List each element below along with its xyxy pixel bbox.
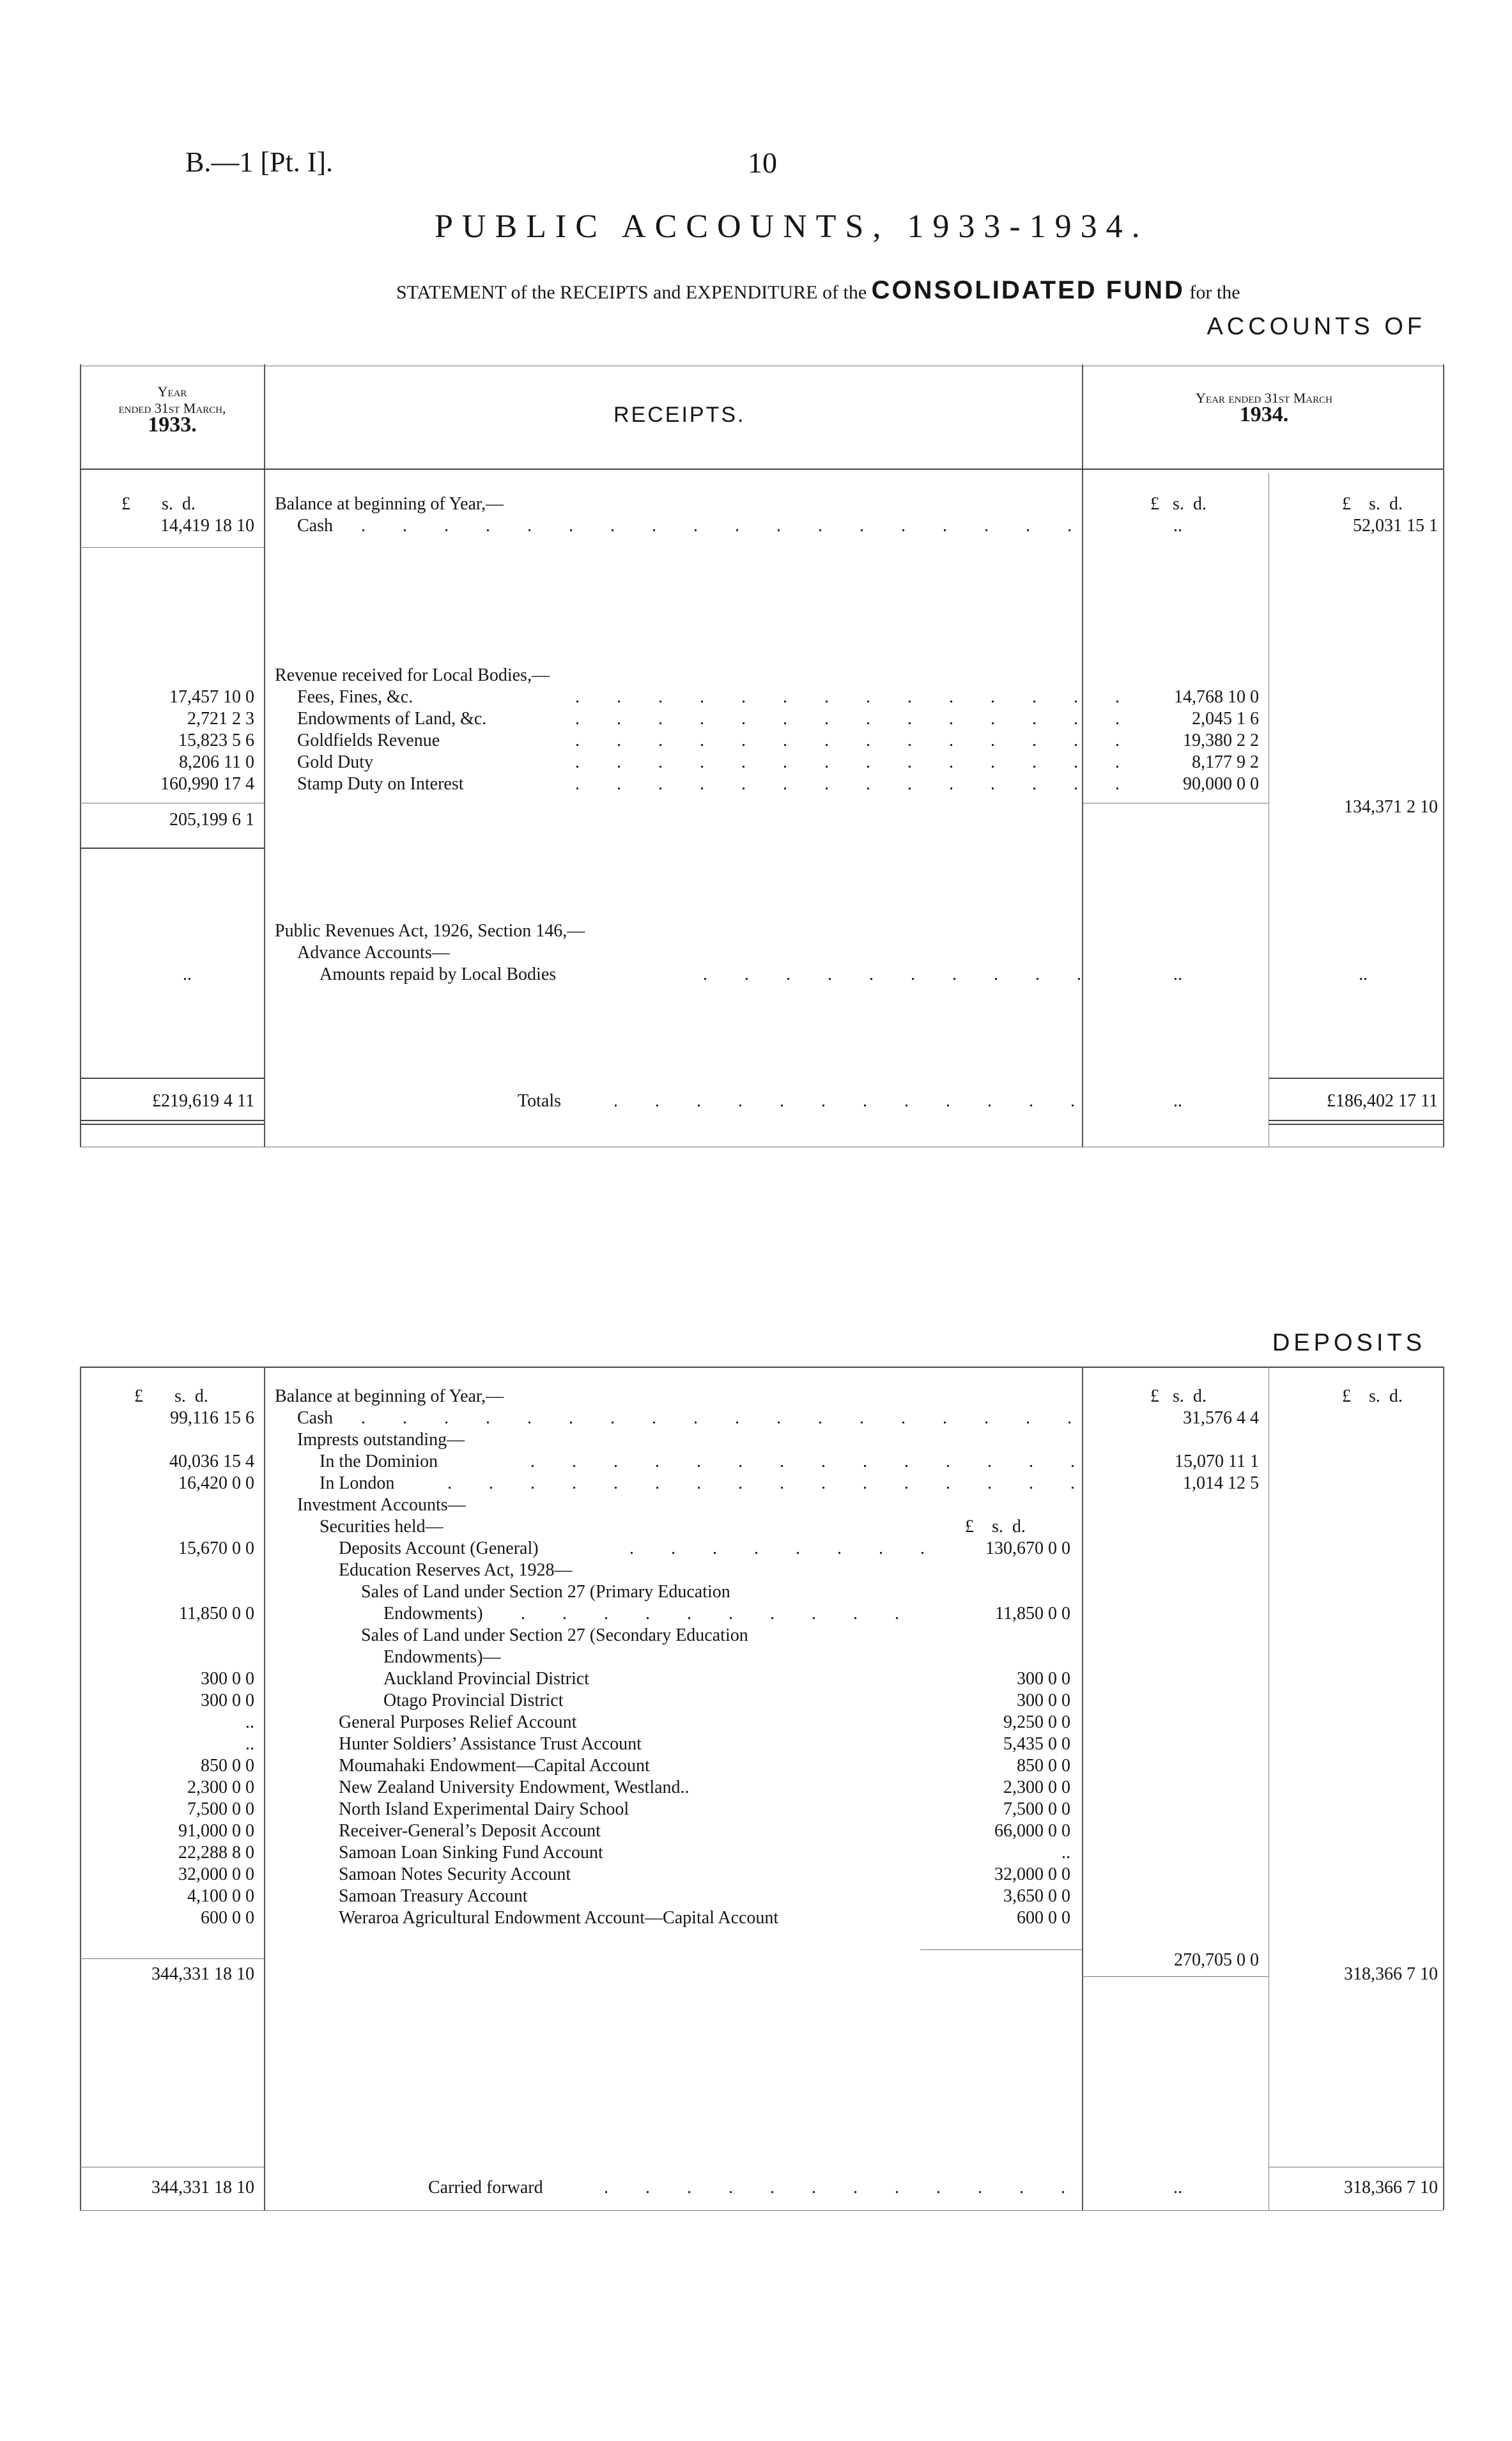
left-header-year: 1933. bbox=[148, 413, 197, 437]
deposit-item-1934: 5,435 0 0 bbox=[1003, 1734, 1070, 1754]
s2-investment-total: 270,705 0 0 bbox=[1174, 1950, 1259, 1970]
leader-dots: ............ bbox=[604, 2178, 1102, 2197]
s1-left-border bbox=[80, 364, 81, 1147]
pence-head: d. bbox=[1389, 1386, 1403, 1406]
deposits-heading: DEPOSITS bbox=[1272, 1329, 1426, 1356]
left-header-line2: ended 31st March, bbox=[118, 400, 226, 416]
s2-dominion-1934: 15,070 11 1 bbox=[1175, 1452, 1259, 1471]
s1-totals-double-rule-b bbox=[80, 1124, 264, 1125]
page-title: PUBLIC ACCOUNTS, 1933-1934. bbox=[435, 208, 1149, 245]
local-item-1933: 15,823 5 6 bbox=[178, 731, 254, 750]
deposit-item-1934: 9,250 0 0 bbox=[1003, 1712, 1070, 1732]
statement-text-a: STATEMENT of the RECEIPTS and EXPENDITURE of the bbox=[396, 282, 867, 303]
pound-head: £ bbox=[1342, 494, 1351, 514]
s2-left-currency-heads bbox=[134, 1386, 208, 1407]
s2-total-1933: 344,331 18 10 bbox=[151, 1964, 254, 1984]
s2-total-1934: 318,366 7 10 bbox=[1344, 1964, 1438, 1984]
pound-head: £ bbox=[134, 1386, 143, 1406]
pence-head: d. bbox=[1012, 1517, 1026, 1537]
s1-cash-label: Cash bbox=[297, 516, 333, 536]
s2-investment-label: Investment Accounts— bbox=[297, 1495, 466, 1515]
deposit-item-1933: .. bbox=[245, 1734, 254, 1754]
s2-right-currency-heads bbox=[1342, 1386, 1403, 1407]
deposit-item-1934: .. bbox=[1061, 1843, 1070, 1863]
local-item-1934: 8,177 9 2 bbox=[1192, 752, 1259, 772]
pound-head: £ bbox=[1150, 1386, 1159, 1406]
left-header-line1: Year bbox=[157, 384, 187, 399]
leader-dots: .............. bbox=[575, 687, 1157, 707]
shilling-head: s. bbox=[162, 494, 173, 514]
deposit-item-label: Samoan Notes Security Account bbox=[339, 1864, 571, 1884]
s1-cash-1934: 52,031 15 1 bbox=[1353, 516, 1438, 536]
s1-right-border bbox=[1443, 364, 1444, 1147]
pence-head: d. bbox=[1192, 1386, 1207, 1406]
local-item-1934: 90,000 0 0 bbox=[1183, 774, 1259, 794]
pence-head: d. bbox=[1389, 494, 1403, 514]
local-item-1934: 19,380 2 2 bbox=[1183, 731, 1259, 750]
deposit-item-label: General Purposes Relief Account bbox=[339, 1712, 577, 1732]
local-item-label: Goldfields Revenue bbox=[297, 731, 440, 750]
pound-head: £ bbox=[1150, 494, 1159, 514]
deposit-item-1933: 22,288 8 0 bbox=[178, 1843, 254, 1863]
s2-balance-label: Balance at beginning of Year,— bbox=[275, 1386, 504, 1406]
deposit-item-1934: 7,500 0 0 bbox=[1003, 1799, 1070, 1819]
deposit-item-label: Auckland Provincial District bbox=[383, 1669, 589, 1689]
local-item-1934: 14,768 10 0 bbox=[1174, 687, 1259, 707]
s2-london-label: In London bbox=[320, 1473, 395, 1493]
leader-dots: ................ bbox=[447, 1473, 1112, 1493]
local-item-1933: 160,990 17 4 bbox=[160, 774, 254, 794]
right-header-year: 1934. bbox=[1239, 403, 1289, 426]
accounts-of-heading: ACCOUNTS OF bbox=[1207, 313, 1426, 340]
s2-deposits-general-1934: 130,670 0 0 bbox=[985, 1538, 1070, 1558]
deposit-item-1934: 32,000 0 0 bbox=[994, 1864, 1070, 1884]
deposit-item-1933: 7,500 0 0 bbox=[187, 1799, 254, 1819]
s1-cash-rule bbox=[80, 547, 264, 548]
s1-totals-1933: £219,619 4 11 bbox=[152, 1091, 254, 1111]
s2-dominion-label: In the Dominion bbox=[320, 1452, 438, 1471]
statement-text-c: for the bbox=[1189, 282, 1240, 303]
local-item-1933: 2,721 2 3 bbox=[187, 709, 254, 729]
right-header-line1: Year ended 31st March bbox=[1196, 390, 1332, 406]
deposit-item-label: Weraroa Agricultural Endowment Account—Capital Account bbox=[339, 1908, 779, 1928]
shilling-head: s. bbox=[1173, 1386, 1184, 1406]
deposit-item-1933: 600 0 0 bbox=[201, 1908, 254, 1928]
deposit-item-1933: 2,300 0 0 bbox=[187, 1778, 254, 1797]
pence-head: d. bbox=[194, 1386, 208, 1406]
leader-dots: .......... bbox=[703, 965, 1118, 984]
s2-right-border bbox=[1443, 1367, 1444, 2210]
s2-deposits-general-label: Deposits Account (General) bbox=[339, 1538, 539, 1558]
deposit-item-1934: 300 0 0 bbox=[1017, 1691, 1070, 1710]
local-item-label: Stamp Duty on Interest bbox=[297, 774, 464, 794]
local-item-label: Endowments of Land, &c. bbox=[297, 709, 487, 729]
s1-totals-top-rule-left bbox=[80, 1078, 264, 1079]
deposit-item-1934: 2,300 0 0 bbox=[1003, 1778, 1070, 1797]
s2-secondary-label-b: Endowments)— bbox=[383, 1647, 501, 1667]
s2-carried-1933: 344,331 18 10 bbox=[151, 2178, 254, 2197]
s2-education-label: Education Reserves Act, 1928— bbox=[339, 1560, 573, 1580]
local-item-1934: 2,045 1 6 bbox=[1192, 709, 1259, 729]
s2-cash-1933: 99,116 15 6 bbox=[170, 1408, 254, 1428]
s2-sub-currency-heads bbox=[965, 1516, 1026, 1538]
s2-carried-mid: .. bbox=[1173, 2178, 1182, 2197]
leader-dots: .................. bbox=[361, 516, 1109, 536]
deposit-item-1933: .. bbox=[245, 1712, 254, 1732]
pound-head: £ bbox=[965, 1517, 974, 1537]
s2-top-rule bbox=[80, 1367, 1443, 1368]
leader-dots: .............. bbox=[530, 1452, 1112, 1471]
s1-right-currency-heads bbox=[1342, 493, 1403, 515]
s1-totals-top-rule-right bbox=[1269, 1078, 1443, 1079]
pound-head: £ bbox=[1342, 1386, 1351, 1406]
leader-dots: .............. bbox=[575, 731, 1157, 750]
deposit-item-1933: 300 0 0 bbox=[201, 1691, 254, 1710]
s1-left-currency-heads bbox=[121, 493, 196, 515]
receipts-title: RECEIPTS. bbox=[613, 403, 746, 427]
s1-mid-currency-heads bbox=[1150, 493, 1207, 515]
deposit-item-1934: 3,650 0 0 bbox=[1003, 1886, 1070, 1906]
s2-left-border bbox=[80, 1367, 81, 2210]
shilling-head: s. bbox=[1369, 1386, 1380, 1406]
s1-local-total-rule bbox=[80, 848, 264, 849]
s1-local-label: Revenue received for Local Bodies,— bbox=[275, 665, 550, 685]
s1-totals-double-rule-d bbox=[1269, 1124, 1443, 1125]
deposit-item-1934: 850 0 0 bbox=[1017, 1756, 1070, 1776]
leader-dots: .............. bbox=[575, 774, 1157, 794]
deposit-item-label: Samoan Treasury Account bbox=[339, 1886, 528, 1906]
s2-deposits-general-1933: 15,670 0 0 bbox=[178, 1538, 254, 1558]
s2-secondary-label-a: Sales of Land under Section 27 (Secondary Education bbox=[361, 1625, 748, 1645]
pence-head: d. bbox=[1192, 494, 1207, 514]
deposit-item-1933: 850 0 0 bbox=[201, 1756, 254, 1776]
deposit-item-label: New Zealand University Endowment, Westland.. bbox=[339, 1778, 690, 1797]
s2-left-total-rule bbox=[80, 1958, 264, 1959]
s1-totals-double-rule-c bbox=[1269, 1120, 1443, 1121]
deposit-item-1933: 32,000 0 0 bbox=[178, 1864, 254, 1884]
s1-totals-1934: £186,402 17 11 bbox=[1327, 1091, 1438, 1111]
s2-investment-rule bbox=[920, 1949, 1082, 1950]
s2-mid-total-rule bbox=[1082, 1976, 1269, 1977]
s2-carried-label: Carried forward bbox=[428, 2178, 543, 2197]
shilling-head: s. bbox=[992, 1517, 1003, 1537]
s1-repaid-mid: .. bbox=[1173, 965, 1182, 984]
s1-totals-mid: .. bbox=[1173, 1091, 1182, 1111]
shilling-head: s. bbox=[1173, 494, 1184, 514]
leader-dots: .............. bbox=[575, 709, 1157, 729]
s1-cash-1933: 14,419 18 10 bbox=[160, 516, 254, 536]
leader-dots: .......... bbox=[521, 1604, 936, 1623]
s2-london-1933: 16,420 0 0 bbox=[178, 1473, 254, 1493]
s1-col-divider-a bbox=[264, 364, 265, 1147]
s1-repaid-1934: .. bbox=[1359, 965, 1368, 984]
page-number: 10 bbox=[748, 146, 777, 179]
deposit-item-1934: 66,000 0 0 bbox=[994, 1821, 1070, 1841]
s1-pra-label: Public Revenues Act, 1926, Section 146,— bbox=[275, 921, 585, 941]
s1-totals-label: Totals bbox=[518, 1091, 562, 1111]
deposit-item-label: North Island Experimental Dairy School bbox=[339, 1799, 629, 1819]
s1-balance-label: Balance at beginning of Year,— bbox=[275, 494, 504, 514]
statement-fund-name: CONSOLIDATED FUND bbox=[871, 276, 1185, 304]
local-item-label: Gold Duty bbox=[297, 752, 373, 772]
s1-left-column-header bbox=[82, 384, 263, 437]
s1-local-total-1933: 205,199 6 1 bbox=[169, 810, 254, 830]
s2-primary-1933: 11,850 0 0 bbox=[179, 1604, 254, 1623]
s1-advance-label: Advance Accounts— bbox=[297, 943, 450, 963]
s1-cash-1934-mid: .. bbox=[1173, 516, 1182, 536]
deposit-item-1933: 4,100 0 0 bbox=[187, 1886, 254, 1906]
s2-mid-currency-heads bbox=[1150, 1386, 1207, 1407]
document-reference: B.—1 [Pt. I]. bbox=[185, 146, 333, 178]
s1-local-total-1934: 134,371 2 10 bbox=[1344, 797, 1438, 817]
leader-dots: .............. bbox=[575, 752, 1157, 772]
deposit-item-label: Hunter Soldiers’ Assistance Trust Account bbox=[339, 1734, 642, 1754]
s1-repaid-1933: .. bbox=[183, 965, 192, 984]
s2-primary-label-b: Endowments) bbox=[383, 1604, 483, 1623]
leader-dots: .................. bbox=[361, 1408, 1109, 1428]
pound-head: £ bbox=[121, 494, 130, 514]
local-item-1933: 17,457 10 0 bbox=[169, 687, 254, 707]
leader-dots: ........ bbox=[629, 1538, 962, 1558]
s2-primary-1934: 11,850 0 0 bbox=[995, 1604, 1070, 1623]
deposit-item-1933: 91,000 0 0 bbox=[178, 1821, 254, 1841]
s2-dominion-1933: 40,036 15 4 bbox=[169, 1452, 254, 1471]
shilling-head: s. bbox=[1369, 494, 1380, 514]
s2-cash-label: Cash bbox=[297, 1408, 333, 1428]
s2-col-divider-b bbox=[1082, 1367, 1083, 2210]
deposit-item-1933: 300 0 0 bbox=[201, 1669, 254, 1689]
local-item-label: Fees, Fines, &c. bbox=[297, 687, 413, 707]
s2-bottom-rule bbox=[80, 2210, 1443, 2211]
s1-header-rule bbox=[80, 469, 1443, 470]
s2-primary-label-a: Sales of Land under Section 27 (Primary Education bbox=[361, 1582, 730, 1602]
deposit-item-label: Otago Provincial District bbox=[383, 1691, 564, 1710]
s2-london-1934: 1,014 12 5 bbox=[1183, 1473, 1259, 1493]
deposit-item-1934: 600 0 0 bbox=[1017, 1908, 1070, 1928]
pence-head: d. bbox=[181, 494, 196, 514]
s1-repaid-label: Amounts repaid by Local Bodies bbox=[320, 965, 557, 984]
local-item-1933: 8,206 11 0 bbox=[179, 752, 254, 772]
shilling-head: s. bbox=[174, 1386, 186, 1406]
s1-right-column-header bbox=[1086, 390, 1442, 426]
statement-heading bbox=[396, 276, 1240, 305]
deposit-item-1934: 300 0 0 bbox=[1017, 1669, 1070, 1689]
leader-dots: ............ bbox=[613, 1091, 1112, 1111]
s2-carried-1934: 318,366 7 10 bbox=[1344, 2178, 1438, 2197]
deposit-item-label: Receiver-General’s Deposit Account bbox=[339, 1821, 601, 1841]
s2-securities-label: Securities held— bbox=[320, 1517, 444, 1537]
deposit-item-label: Samoan Loan Sinking Fund Account bbox=[339, 1843, 603, 1863]
deposit-item-label: Moumahaki Endowment—Capital Account bbox=[339, 1756, 650, 1776]
s1-totals-double-rule-a bbox=[80, 1120, 264, 1121]
s2-cash-1934: 31,576 4 4 bbox=[1183, 1408, 1259, 1428]
s2-imprests-label: Imprests outstanding— bbox=[297, 1430, 465, 1450]
s2-col-divider-a bbox=[264, 1367, 265, 2210]
